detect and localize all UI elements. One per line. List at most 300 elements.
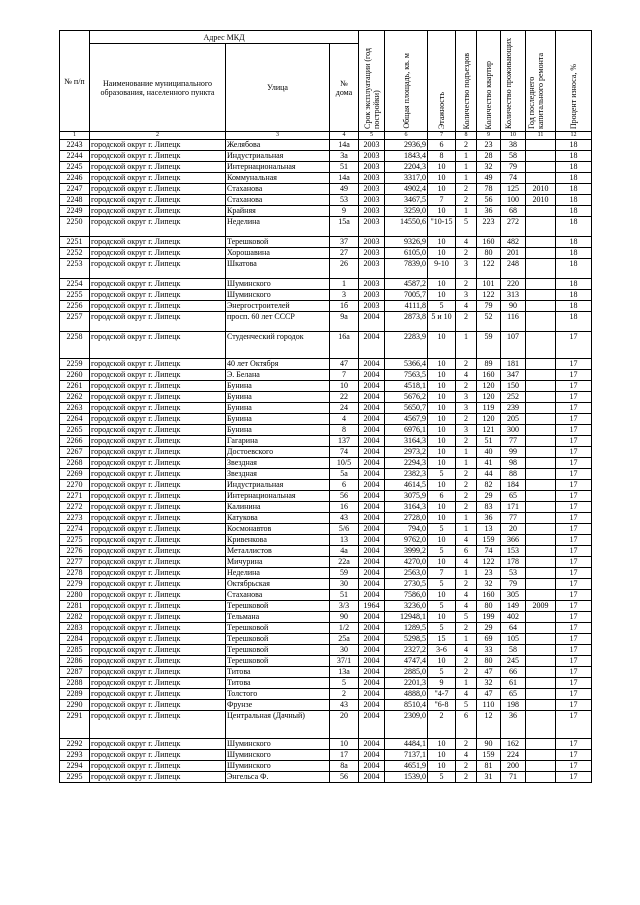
entrances-cell: 2 xyxy=(456,184,477,195)
last-repair-cell xyxy=(526,237,556,248)
street-cell: Калинина xyxy=(226,502,330,513)
entrances-cell: 1 xyxy=(456,206,477,217)
street-cell: Бунина xyxy=(226,392,330,403)
total-area-cell: 3467,5 xyxy=(385,195,428,206)
house-number-cell: 22а xyxy=(330,557,359,568)
header-apartments xyxy=(477,31,501,132)
municipality-cell: городской округ г. Липецк xyxy=(90,590,226,601)
last-repair-cell xyxy=(526,217,556,237)
year-built-cell: 2004 xyxy=(359,667,385,678)
table-row xyxy=(60,761,592,772)
municipality-cell: городской округ г. Липецк xyxy=(90,217,226,237)
house-number-cell: 51 xyxy=(330,162,359,173)
floors-cell: 10 xyxy=(428,381,456,392)
apartments-cell: 51 xyxy=(477,436,501,447)
street-cell: Студенческий городок xyxy=(226,332,330,359)
wear-percent-cell: 17 xyxy=(556,579,592,590)
apartments-cell: 29 xyxy=(477,623,501,634)
apartments-cell: 159 xyxy=(477,750,501,761)
entrances-cell: 2 xyxy=(456,761,477,772)
entrances-cell: 4 xyxy=(456,370,477,381)
apartments-cell: 122 xyxy=(477,557,501,568)
apartments-cell: 122 xyxy=(477,290,501,301)
street-cell: Коммунальная xyxy=(226,173,330,184)
total-area-cell: 4484,1 xyxy=(385,739,428,750)
last-repair-cell xyxy=(526,772,556,783)
residents-cell: 171 xyxy=(501,502,526,513)
wear-percent-cell: 17 xyxy=(556,634,592,645)
municipality-cell: городской округ г. Липецк xyxy=(90,524,226,535)
street-cell: Фрунзе xyxy=(226,700,330,711)
total-area-cell: 1843,4 xyxy=(385,151,428,162)
municipality-cell: городской округ г. Липецк xyxy=(90,162,226,173)
table-row xyxy=(60,469,592,480)
apartments-cell: 120 xyxy=(477,414,501,425)
apartments-cell: 159 xyxy=(477,535,501,546)
house-number-cell: 4а xyxy=(330,546,359,557)
residents-cell: 107 xyxy=(501,332,526,359)
row-number: 2265 xyxy=(60,425,90,436)
municipality-cell: городской округ г. Липецк xyxy=(90,761,226,772)
last-repair-cell xyxy=(526,535,556,546)
year-built-cell: 2004 xyxy=(359,502,385,513)
row-number: 2248 xyxy=(60,195,90,206)
row-number: 2257 xyxy=(60,312,90,332)
wear-percent-cell: 17 xyxy=(556,425,592,436)
municipality-cell: городской округ г. Липецк xyxy=(90,414,226,425)
column-number-cell: 5 xyxy=(359,132,385,140)
residents-cell: 205 xyxy=(501,414,526,425)
floors-cell: 5 xyxy=(428,579,456,590)
last-repair-cell xyxy=(526,259,556,279)
residents-cell: 220 xyxy=(501,279,526,290)
year-built-cell: 2003 xyxy=(359,237,385,248)
wear-percent-cell: 18 xyxy=(556,195,592,206)
wear-percent-cell: 17 xyxy=(556,414,592,425)
table-row xyxy=(60,162,592,173)
total-area-cell: 4902,4 xyxy=(385,184,428,195)
house-number-cell: 8а xyxy=(330,761,359,772)
street-cell: Центральная (Дачный) xyxy=(226,711,330,739)
entrances-cell: 2 xyxy=(456,623,477,634)
row-number: 2268 xyxy=(60,458,90,469)
total-area-cell: 2382,3 xyxy=(385,469,428,480)
municipality-cell: городской округ г. Липецк xyxy=(90,458,226,469)
wear-percent-cell: 18 xyxy=(556,279,592,290)
total-area-cell: 4747,4 xyxy=(385,656,428,667)
street-cell: Стаханова xyxy=(226,590,330,601)
floors-cell: 10 xyxy=(428,557,456,568)
total-area-cell: 2283,9 xyxy=(385,332,428,359)
entrances-cell: 6 xyxy=(456,546,477,557)
table-row xyxy=(60,491,592,502)
table-row xyxy=(60,392,592,403)
house-number-cell: 30 xyxy=(330,579,359,590)
last-repair-cell xyxy=(526,678,556,689)
total-area-cell: 5298,5 xyxy=(385,634,428,645)
apartments-cell: 31 xyxy=(477,772,501,783)
residents-cell: 272 xyxy=(501,217,526,237)
street-cell: Мичурина xyxy=(226,557,330,568)
street-cell: Титова xyxy=(226,678,330,689)
year-built-cell: 2004 xyxy=(359,623,385,634)
street-cell: Бунина xyxy=(226,425,330,436)
floors-cell: "10-15 xyxy=(428,217,456,237)
year-built-cell: 2003 xyxy=(359,184,385,195)
row-number: 2292 xyxy=(60,739,90,750)
last-repair-cell xyxy=(526,290,556,301)
street-cell: Шуминского xyxy=(226,761,330,772)
street-cell: Терешковой xyxy=(226,656,330,667)
year-built-cell: 2004 xyxy=(359,634,385,645)
table-row xyxy=(60,151,592,162)
municipality-cell: городской округ г. Липецк xyxy=(90,678,226,689)
apartments-cell: 56 xyxy=(477,195,501,206)
floors-cell: 8 xyxy=(428,151,456,162)
total-area-cell: 3236,0 xyxy=(385,601,428,612)
floors-cell: 5 xyxy=(428,469,456,480)
header-street: Улица xyxy=(226,44,330,132)
entrances-cell: 2 xyxy=(456,772,477,783)
wear-percent-cell: 17 xyxy=(556,557,592,568)
municipality-cell: городской округ г. Липецк xyxy=(90,312,226,332)
house-number-cell: 24 xyxy=(330,403,359,414)
street-cell: Звездная xyxy=(226,469,330,480)
street-cell: Терешковой xyxy=(226,237,330,248)
entrances-cell: 4 xyxy=(456,689,477,700)
house-number-cell: 17 xyxy=(330,750,359,761)
total-area-cell: 1289,5 xyxy=(385,623,428,634)
apartments-cell: 32 xyxy=(477,579,501,590)
municipality-cell: городской округ г. Липецк xyxy=(90,151,226,162)
house-number-cell: 10 xyxy=(330,739,359,750)
last-repair-cell xyxy=(526,546,556,557)
municipality-cell: городской округ г. Липецк xyxy=(90,739,226,750)
row-number: 2276 xyxy=(60,546,90,557)
column-number-cell: 11 xyxy=(526,132,556,140)
floors-cell: 10 xyxy=(428,750,456,761)
municipality-cell: городской округ г. Липецк xyxy=(90,667,226,678)
table-row xyxy=(60,557,592,568)
wear-percent-cell: 18 xyxy=(556,140,592,151)
total-area-cell: 2728,0 xyxy=(385,513,428,524)
residents-cell: 300 xyxy=(501,425,526,436)
last-repair-cell xyxy=(526,579,556,590)
header-residents xyxy=(501,31,526,132)
house-number-cell: 49 xyxy=(330,184,359,195)
apartments-cell: 89 xyxy=(477,359,501,370)
entrances-cell: 3 xyxy=(456,403,477,414)
entrances-cell: 1 xyxy=(456,447,477,458)
row-number: 2285 xyxy=(60,645,90,656)
municipality-cell: городской округ г. Липецк xyxy=(90,579,226,590)
year-built-cell: 2004 xyxy=(359,772,385,783)
street-cell: Интернациональная xyxy=(226,162,330,173)
street-cell: Толстого xyxy=(226,689,330,700)
municipality-cell: городской округ г. Липецк xyxy=(90,184,226,195)
house-number-cell: 5/6 xyxy=(330,524,359,535)
municipality-cell: городской округ г. Липецк xyxy=(90,381,226,392)
last-repair-cell xyxy=(526,612,556,623)
house-number-cell: 27 xyxy=(330,248,359,259)
wear-percent-cell: 17 xyxy=(556,711,592,739)
year-built-cell: 2004 xyxy=(359,568,385,579)
apartments-cell: 79 xyxy=(477,301,501,312)
wear-percent-cell: 17 xyxy=(556,381,592,392)
row-number: 2244 xyxy=(60,151,90,162)
table-row xyxy=(60,689,592,700)
floors-cell: 10 xyxy=(428,656,456,667)
total-area-cell: 1539,0 xyxy=(385,772,428,783)
total-area-cell: 2327,2 xyxy=(385,645,428,656)
street-cell: Шуминского xyxy=(226,739,330,750)
floors-cell: 10 xyxy=(428,248,456,259)
residents-cell: 105 xyxy=(501,634,526,645)
house-number-cell: 37/1 xyxy=(330,656,359,667)
entrances-cell: 2 xyxy=(456,248,477,259)
last-repair-cell xyxy=(526,140,556,151)
header-entrances-label: Количество подъездов xyxy=(461,52,471,129)
table-row xyxy=(60,381,592,392)
row-number: 2251 xyxy=(60,237,90,248)
year-built-cell: 2003 xyxy=(359,195,385,206)
total-area-cell: 4587,2 xyxy=(385,279,428,290)
entrances-cell: 5 xyxy=(456,612,477,623)
row-number: 2263 xyxy=(60,403,90,414)
last-repair-cell xyxy=(526,248,556,259)
residents-cell: 402 xyxy=(501,612,526,623)
wear-percent-cell: 18 xyxy=(556,173,592,184)
street-cell: Терешковой xyxy=(226,601,330,612)
row-number: 2245 xyxy=(60,162,90,173)
row-number: 2295 xyxy=(60,772,90,783)
last-repair-cell xyxy=(526,557,556,568)
year-built-cell: 2004 xyxy=(359,312,385,332)
municipality-cell: городской округ г. Липецк xyxy=(90,772,226,783)
total-area-cell: 5676,2 xyxy=(385,392,428,403)
total-area-cell: 4651,9 xyxy=(385,761,428,772)
row-number: 2269 xyxy=(60,469,90,480)
table-row xyxy=(60,667,592,678)
apartments-cell: 81 xyxy=(477,761,501,772)
apartments-cell: 223 xyxy=(477,217,501,237)
total-area-cell: 9326,9 xyxy=(385,237,428,248)
residents-cell: 153 xyxy=(501,546,526,557)
total-area-cell: 9762,0 xyxy=(385,535,428,546)
house-number-cell: 1/2 xyxy=(330,623,359,634)
entrances-cell: 4 xyxy=(456,535,477,546)
street-cell: Крайняя xyxy=(226,206,330,217)
wear-percent-cell: 17 xyxy=(556,491,592,502)
residents-cell: 305 xyxy=(501,590,526,601)
total-area-cell: 2885,0 xyxy=(385,667,428,678)
municipality-cell: городской округ г. Липецк xyxy=(90,568,226,579)
year-built-cell: 2004 xyxy=(359,579,385,590)
table-row xyxy=(60,678,592,689)
entrances-cell: 2 xyxy=(456,279,477,290)
floors-cell: 10 xyxy=(428,392,456,403)
residents-cell: 162 xyxy=(501,739,526,750)
apartments-cell: 33 xyxy=(477,645,501,656)
row-number: 2267 xyxy=(60,447,90,458)
wear-percent-cell: 17 xyxy=(556,535,592,546)
floors-cell: 10 xyxy=(428,414,456,425)
table-row xyxy=(60,634,592,645)
street-cell: Энергостроителей xyxy=(226,301,330,312)
street-cell: Шуминского xyxy=(226,279,330,290)
wear-percent-cell: 18 xyxy=(556,217,592,237)
street-cell: Титова xyxy=(226,667,330,678)
table-row xyxy=(60,237,592,248)
entrances-cell: 4 xyxy=(456,601,477,612)
wear-percent-cell: 17 xyxy=(556,469,592,480)
table-row xyxy=(60,173,592,184)
table-row xyxy=(60,195,592,206)
apartments-cell: 36 xyxy=(477,206,501,217)
table-row xyxy=(60,312,592,332)
total-area-cell: 12948,1 xyxy=(385,612,428,623)
total-area-cell: 2201,3 xyxy=(385,678,428,689)
apartments-cell: 80 xyxy=(477,248,501,259)
header-year-built-label: Срок эксплуатации (год постройки) xyxy=(362,48,381,129)
floors-cell: 6 xyxy=(428,491,456,502)
entrances-cell: 1 xyxy=(456,568,477,579)
last-repair-cell xyxy=(526,162,556,173)
house-number-cell: 3 xyxy=(330,290,359,301)
table-row xyxy=(60,414,592,425)
wear-percent-cell: 17 xyxy=(556,332,592,359)
residents-cell: 77 xyxy=(501,436,526,447)
year-built-cell: 2004 xyxy=(359,557,385,568)
year-built-cell: 2004 xyxy=(359,436,385,447)
apartments-cell: 40 xyxy=(477,447,501,458)
total-area-cell: 7586,0 xyxy=(385,590,428,601)
table-row xyxy=(60,711,592,739)
entrances-cell: 3 xyxy=(456,425,477,436)
street-cell: Бунина xyxy=(226,381,330,392)
wear-percent-cell: 17 xyxy=(556,612,592,623)
entrances-cell: 2 xyxy=(456,414,477,425)
wear-percent-cell: 18 xyxy=(556,312,592,332)
residents-cell: 58 xyxy=(501,645,526,656)
last-repair-cell: 2010 xyxy=(526,195,556,206)
street-cell: Терешковой xyxy=(226,645,330,656)
floors-cell: 5 и 10 xyxy=(428,312,456,332)
last-repair-cell xyxy=(526,645,556,656)
floors-cell: 5 xyxy=(428,772,456,783)
house-number-cell: 5 xyxy=(330,678,359,689)
municipality-cell: городской округ г. Липецк xyxy=(90,259,226,279)
total-area-cell: 7839,0 xyxy=(385,259,428,279)
residents-cell: 116 xyxy=(501,312,526,332)
table-row xyxy=(60,513,592,524)
last-repair-cell xyxy=(526,739,556,750)
street-cell: Терешковой xyxy=(226,623,330,634)
apartments-cell: 23 xyxy=(477,140,501,151)
total-area-cell: 3075,9 xyxy=(385,491,428,502)
house-number-cell: 37 xyxy=(330,237,359,248)
table-row xyxy=(60,248,592,259)
municipality-cell: городской округ г. Липецк xyxy=(90,206,226,217)
year-built-cell: 2004 xyxy=(359,689,385,700)
apartments-cell: 44 xyxy=(477,469,501,480)
row-number: 2281 xyxy=(60,601,90,612)
row-number: 2247 xyxy=(60,184,90,195)
row-number: 2280 xyxy=(60,590,90,601)
residents-cell: 61 xyxy=(501,678,526,689)
entrances-cell: 2 xyxy=(456,480,477,491)
row-number: 2249 xyxy=(60,206,90,217)
street-cell: Тельмана xyxy=(226,612,330,623)
row-number: 2294 xyxy=(60,761,90,772)
house-number-cell: 2 xyxy=(330,689,359,700)
floors-cell: 2 xyxy=(428,711,456,739)
table-row xyxy=(60,579,592,590)
house-number-cell: 14а xyxy=(330,140,359,151)
municipality-cell: городской округ г. Липецк xyxy=(90,248,226,259)
house-number-cell: 7 xyxy=(330,370,359,381)
residents-cell: 74 xyxy=(501,173,526,184)
header-floors xyxy=(428,31,456,132)
entrances-cell: 4 xyxy=(456,237,477,248)
table-row xyxy=(60,458,592,469)
table-row xyxy=(60,332,592,359)
total-area-cell: 5650,7 xyxy=(385,403,428,414)
row-number: 2271 xyxy=(60,491,90,502)
street-cell: Гагарина xyxy=(226,436,330,447)
residents-cell: 366 xyxy=(501,535,526,546)
residents-cell: 88 xyxy=(501,469,526,480)
wear-percent-cell: 17 xyxy=(556,667,592,678)
entrances-cell: 1 xyxy=(456,151,477,162)
apartments-cell: 47 xyxy=(477,689,501,700)
last-repair-cell xyxy=(526,279,556,290)
total-area-cell: 7137,1 xyxy=(385,750,428,761)
last-repair-cell xyxy=(526,469,556,480)
municipality-cell: городской округ г. Липецк xyxy=(90,392,226,403)
wear-percent-cell: 17 xyxy=(556,359,592,370)
table-row xyxy=(60,436,592,447)
street-cell: Космонавтов xyxy=(226,524,330,535)
column-number-cell: 8 xyxy=(456,132,477,140)
year-built-cell: 2003 xyxy=(359,248,385,259)
wear-percent-cell: 17 xyxy=(556,678,592,689)
last-repair-cell xyxy=(526,513,556,524)
year-built-cell: 2003 xyxy=(359,279,385,290)
floors-cell: 7 xyxy=(428,195,456,206)
year-built-cell: 2004 xyxy=(359,612,385,623)
residents-cell: 36 xyxy=(501,711,526,739)
entrances-cell: 5 xyxy=(456,217,477,237)
year-built-cell: 2004 xyxy=(359,645,385,656)
last-repair-cell xyxy=(526,359,556,370)
last-repair-cell xyxy=(526,480,556,491)
row-number: 2266 xyxy=(60,436,90,447)
floors-cell: 10 xyxy=(428,237,456,248)
table-row xyxy=(60,524,592,535)
floors-cell: 3-6 xyxy=(428,645,456,656)
apartments-cell: 122 xyxy=(477,259,501,279)
house-number-cell: 16а xyxy=(330,332,359,359)
house-number-cell: 16 xyxy=(330,502,359,513)
house-number-cell: 51 xyxy=(330,590,359,601)
year-built-cell: 2003 xyxy=(359,206,385,217)
table-row xyxy=(60,700,592,711)
total-area-cell: 2563,0 xyxy=(385,568,428,579)
apartments-cell: 28 xyxy=(477,151,501,162)
apartments-cell: 78 xyxy=(477,184,501,195)
table-row xyxy=(60,425,592,436)
